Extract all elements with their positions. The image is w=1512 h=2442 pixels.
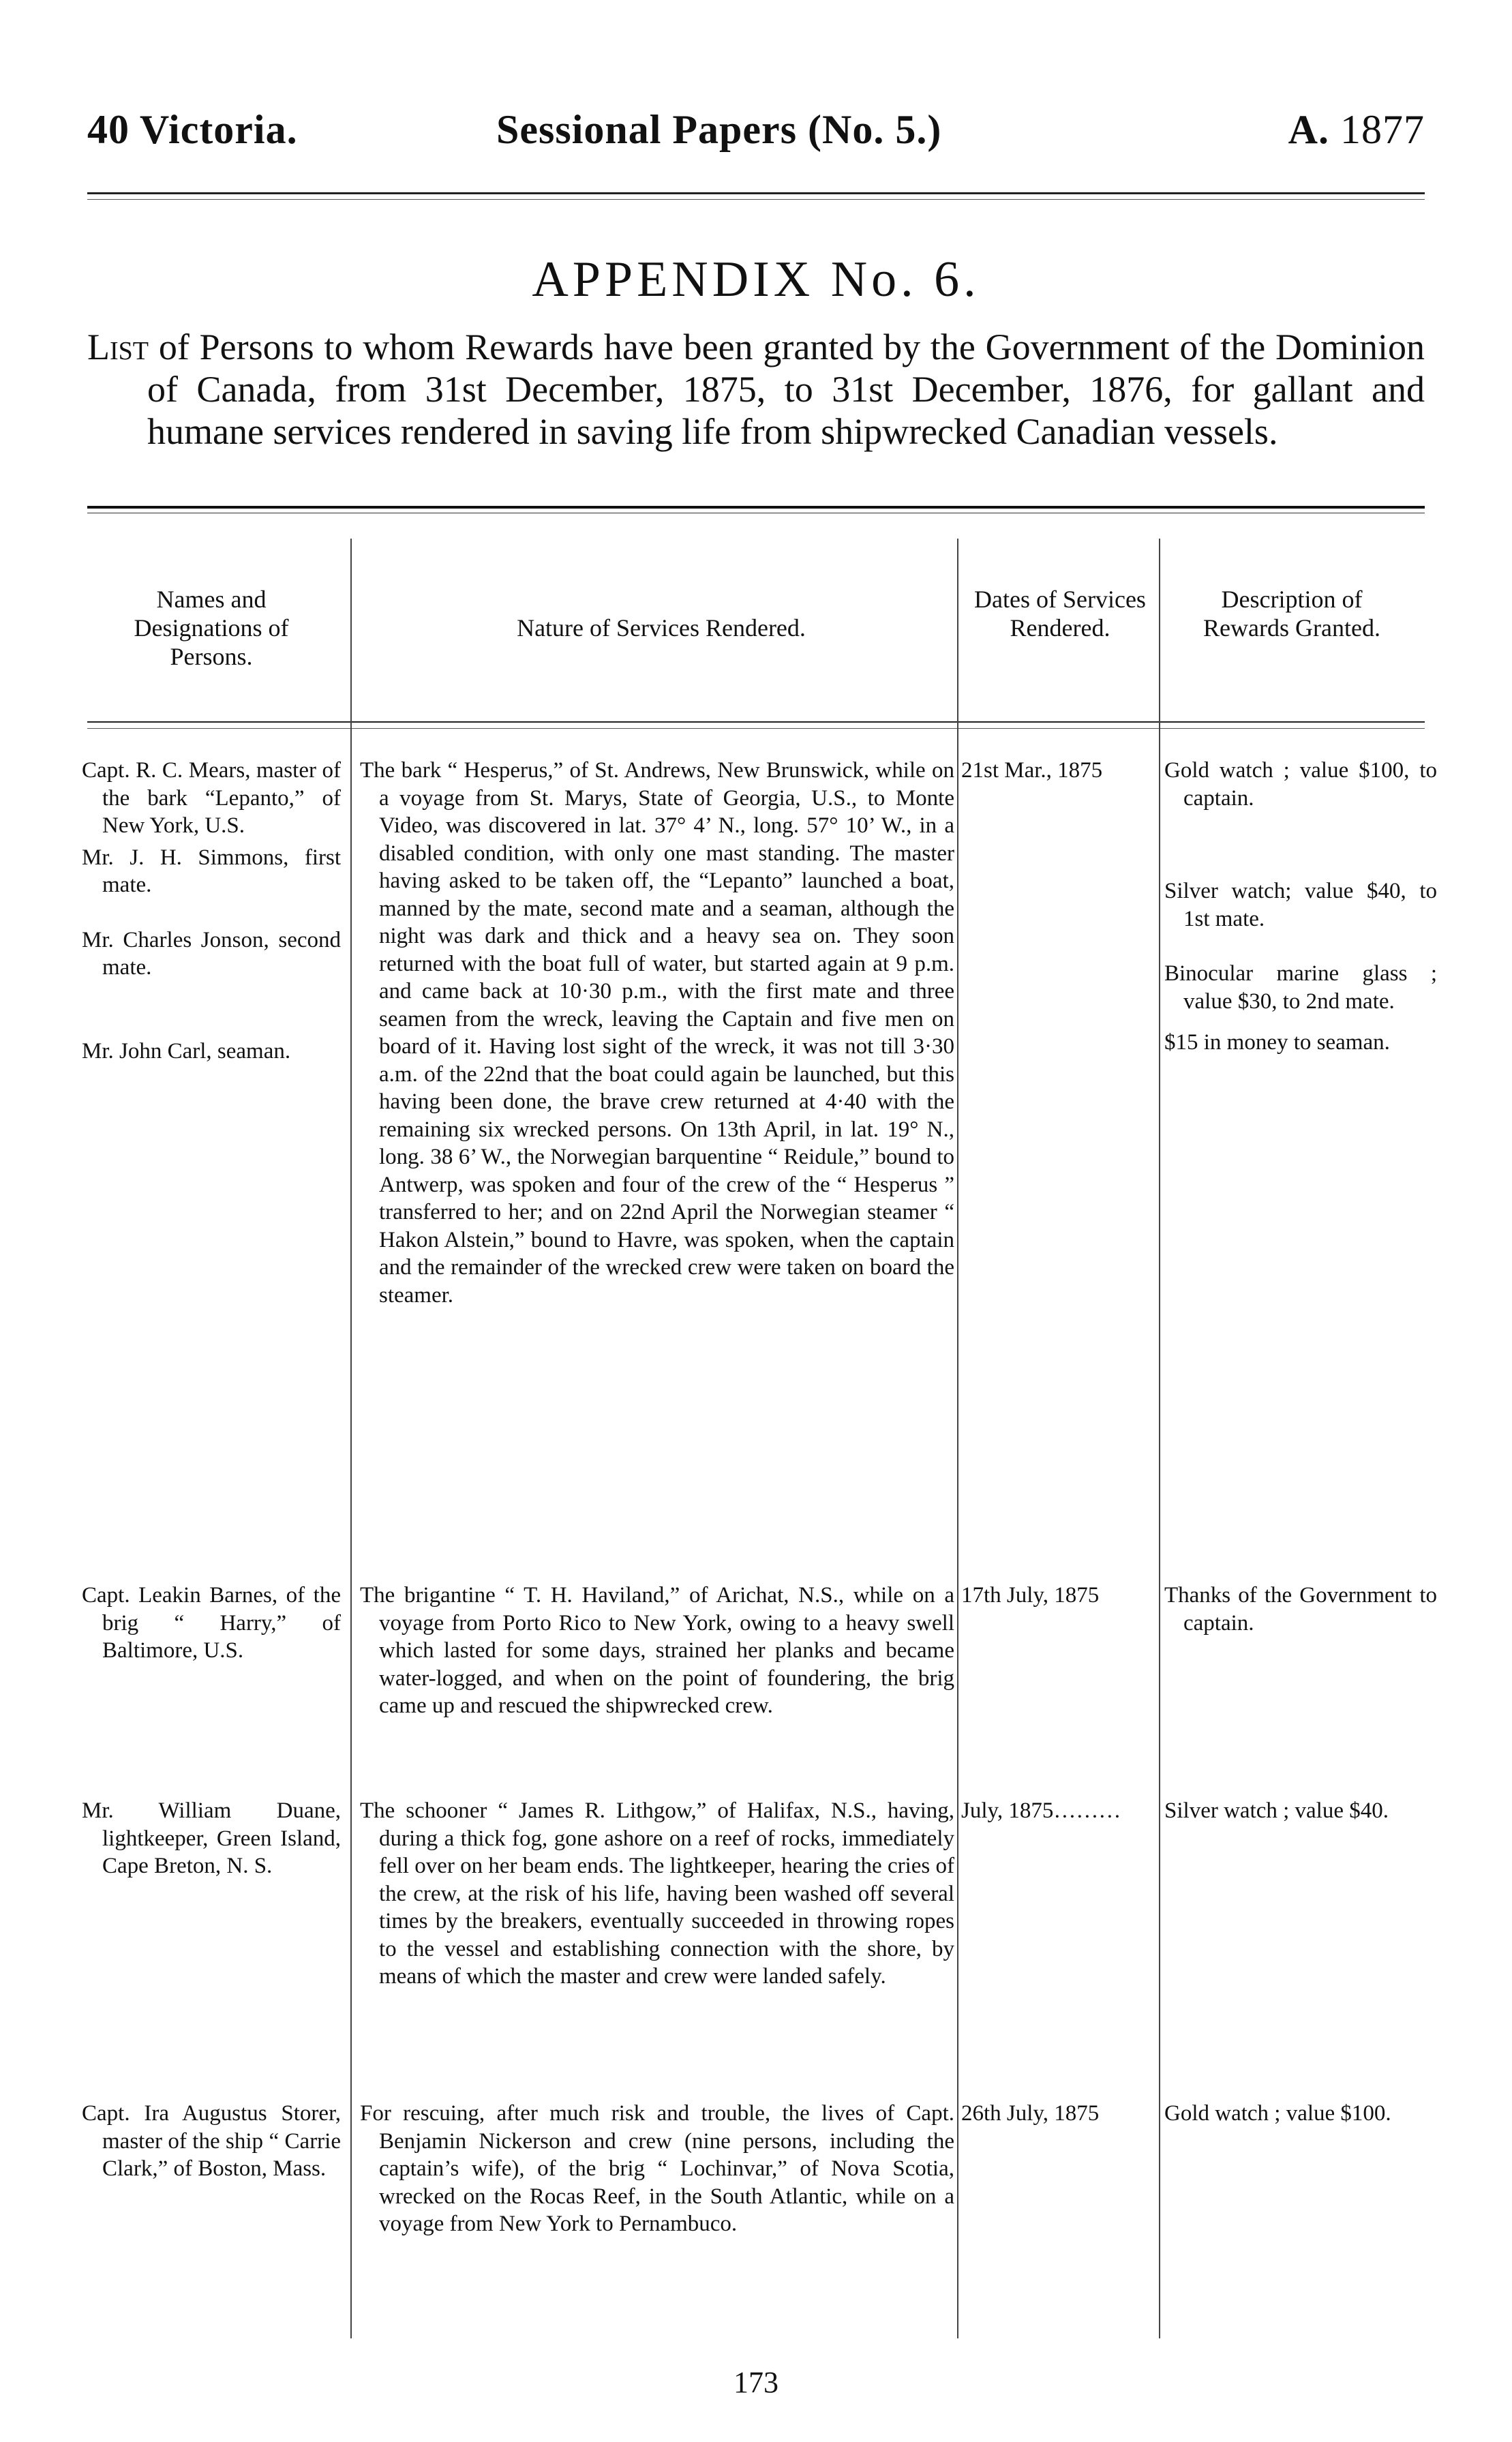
column-header-rewards: Description of Rewards Granted. [1203,586,1380,642]
header-session: 40 Victoria. [87,107,298,152]
header-year [1288,102,1425,157]
header-sessional-papers: Sessional Papers (No. 5.) [496,107,942,152]
entry-3-names [82,1797,341,1880]
entry-2-nature [360,1582,954,1720]
entry-4-nature [360,2100,954,2238]
header-year-value: 1877 [1340,107,1425,152]
entry-2-rewards [1164,1582,1437,1637]
column-header-nature: Nature of Services Rendered. [517,614,806,642]
column-divider [350,539,352,2338]
entry-1-date: 21st Mar., 1875 [961,758,1103,783]
reward-item: Binocular marine glass ; value $30, to 2nd mate. [1164,961,1437,1014]
column-header-dates: Dates of Services Rendered. [974,586,1146,642]
entry-4-date: 26th July, 1875 [961,2101,1100,2126]
entry-3-rewards [1164,1797,1437,1825]
entry-1-rewards [1164,757,1437,1057]
reward-item: Silver watch; value $40, to 1st mate. [1164,879,1437,931]
intro-text: of Persons to whom Rewards have been granted by the Government of the Dominion of Canada, from 31st December, 1875, to 31st December, 1876, for gallant and humane services rendered in saving life from shipwrecked Canadian vessels. [147,327,1425,452]
appendix-title: APPENDIX No. 6. [532,252,980,307]
person-name: Capt. Ira Augustus Storer, master of the ship “ Carrie Clark,” of Boston, Mass. [82,2101,341,2181]
person-name: Mr. J. H. Simmons, first mate. [82,845,341,897]
header-rule-thin [87,199,1425,200]
reward-item: Thanks of the Government to captain. [1164,1583,1437,1635]
column-header-names: Names and Designations of Persons. [134,586,289,670]
reward-item: $15 in money to seaman. [1164,1030,1390,1055]
header-year-prefix: A. [1288,107,1329,152]
reward-item: Silver watch ; value $40. [1164,1798,1389,1823]
table-header-rule [87,721,1425,723]
person-name: Mr. John Carl, seaman. [82,1038,291,1064]
reward-item: Gold watch ; value $100, to captain. [1164,758,1437,811]
entry-2-names [82,1582,341,1665]
person-name: Capt. Leakin Barnes, of the brig “ Harry,” of Baltimore, U.S. [82,1583,341,1663]
entry-1-nature [360,757,954,1309]
person-name: Capt. R. C. Mears, master of the bark “Lepanto,” of New York, U.S. [82,758,341,838]
entry-2-date: 17th July, 1875 [961,1583,1100,1608]
entry-4-rewards [1164,2100,1437,2128]
column-divider [1159,539,1160,2338]
entry-3-nature [360,1797,954,1991]
service-description: The bark “ Hesperus,” of St. Andrews, New Brunswick, while on a voyage from St. Marys, State of Georgia, U.S., to Monte Video, was discovered in lat. 37° 4’ N., long. 57° 10’ W., in a disabled condition, with only one mast standing. The master having asked to be taken off, the “Lepanto” launched a boat, manned by the mate, second mate and a seaman, although the night was dark and thick and a heavy sea on. They soon returned with the boat full of water, but started again at 9 p.m. and came back at 10·30 p.m., with the first mate and three seamen from the wreck, leaving the Captain and five men on board of it. Having lost sight of the wreck, it was not till 3·30 a.m. of the 22nd that the boat could again be launched, but this having been done, the brave crew returned at 4·40 with the remaining six wrecked persons. On 13th April, in lat. 19° N., long. 38 6’ W., the Norwegian barquentine “ Reidule,” bound to Antwerp, was spoken and four of the crew of the “ Hesperus ” transferred to her; and on 22nd April the Norwegian steamer “ Hakon Alstein,” bound to Havre, was spoken, when the captain and the remainder of the wrecked crew were taken on board the steamer. [360,758,954,1308]
reward-item: Gold watch ; value $100. [1164,2101,1391,2126]
header-rule [87,192,1425,194]
page-number: 173 [734,2366,778,2399]
service-description: The brigantine “ T. H. Haviland,” of Arichat, N.S., while on a voyage from Porto Rico to New York, owing to a heavy swell which lasted for some days, strained her planks and became water-logged, and when on the point of foundering, the brig came up and rescued the shipwrecked crew. [360,1583,954,1718]
table-header-rule-thin [87,728,1425,729]
running-head [87,102,1425,157]
entry-4-names [82,2100,341,2183]
intro-first-word: List [87,327,149,367]
column-divider [957,539,958,2338]
person-name: Mr. Charles Jonson, second mate. [82,927,341,980]
service-description: For rescuing, after much risk and trouble, the lives of Capt. Benjamin Nickerson and crew (nine persons, including the captain’s wife), of the brig “ Lochinvar,” of Nova Scotia, wrecked on the Rocas Reef, in the South Atlantic, while on a voyage from New York to Pernambuco. [360,2101,954,2236]
intro-paragraph [87,326,1425,453]
entry-3-date: July, 1875……… [961,1798,1121,1823]
entry-1-names [82,757,341,1065]
person-name: Mr. William Duane, lightkeeper, Green Island, Cape Breton, N. S. [82,1798,341,1878]
service-description: The schooner “ James R. Lithgow,” of Halifax, N.S., having, during a thick fog, gone ashore on a reef of rocks, immediately fell over on her beam ends. The lightkeeper, hearing the cries of the crew, at the risk of his life, having been washed off several times by the breakers, eventually succeeded in throwing ropes to the vessel and establishing connection with the shore, by means of which the master and crew were landed safely. [360,1798,954,1989]
table-top-rule [87,506,1425,509]
